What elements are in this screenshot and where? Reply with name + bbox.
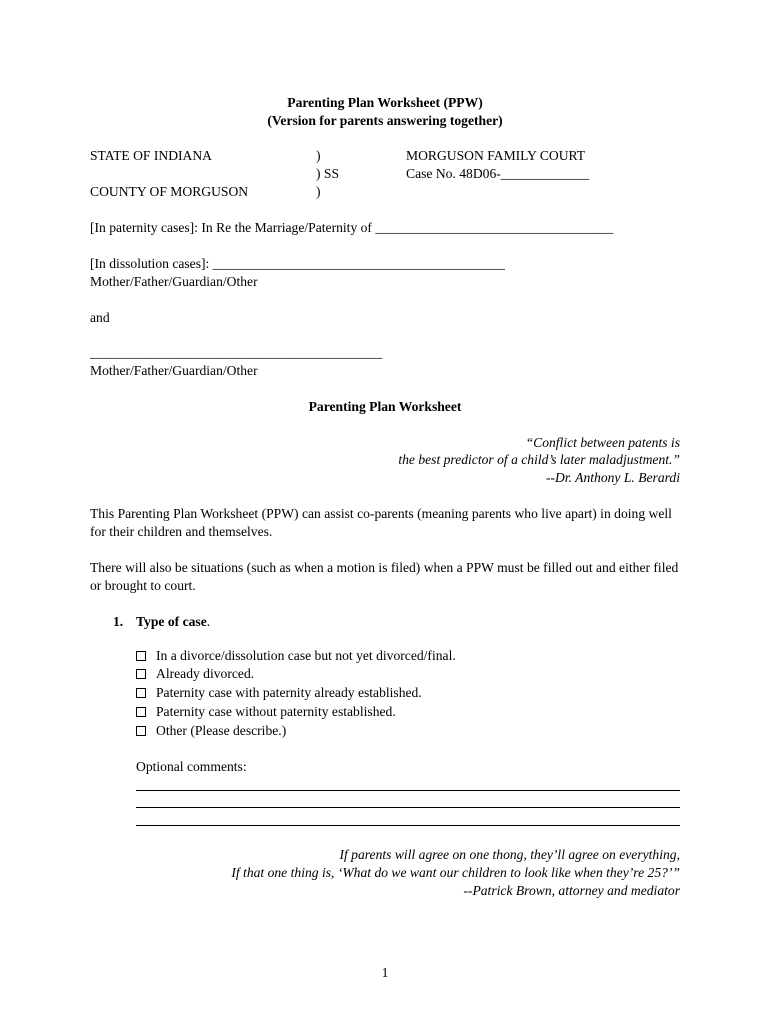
checkbox[interactable] — [136, 688, 146, 698]
option-label: Already divorced. — [156, 666, 255, 681]
quote-1-author: --Dr. Anthony L. Berardi — [545, 470, 680, 485]
checkbox[interactable] — [136, 726, 146, 736]
option-label: In a divorce/dissolution case but not yet divorced/final. — [156, 648, 456, 663]
comment-line-2[interactable] — [136, 807, 680, 808]
party-2-role: Mother/Father/Guardian/Other — [90, 363, 258, 378]
question-1-number: 1. — [113, 614, 124, 629]
document-subtitle: (Version for parents answering together) — [267, 113, 503, 128]
party-1-role: Mother/Father/Guardian/Other — [90, 274, 258, 289]
option-row-3[interactable] — [136, 684, 422, 702]
party-2-blank: ___________________________________________ — [90, 345, 383, 360]
checkbox[interactable] — [136, 669, 146, 679]
dissolution-case-line: [In dissolution cases]: ___________________________________________ — [90, 256, 505, 271]
option-row-2[interactable] — [136, 665, 254, 683]
caption-paren-ss: ) SS — [316, 166, 340, 181]
caption-paren-1: ) — [316, 148, 321, 163]
caption-county: COUNTY OF MORGUSON — [90, 184, 249, 199]
and-text: and — [90, 310, 110, 325]
option-row-4[interactable] — [136, 703, 396, 721]
option-row-5[interactable] — [136, 722, 286, 740]
option-label: Other (Please describe.) — [156, 723, 287, 738]
intro-paragraph-1: This Parenting Plan Worksheet (PPW) can assist co-parents (meaning parents who live apart) in doing well for their children and themselves. — [90, 506, 672, 540]
question-1-period: . — [206, 614, 211, 629]
paternity-case-line: [In paternity cases]: In Re the Marriage/Paternity of ___________________________________ — [90, 220, 614, 235]
quote-1-line-2: the best predictor of a child’s later maladjustment.” — [398, 452, 680, 467]
question-1-title: Type of case — [136, 614, 207, 629]
question-1-heading — [136, 613, 210, 631]
option-label: Paternity case with paternity already established. — [156, 685, 422, 700]
caption-court: MORGUSON FAMILY COURT — [406, 148, 586, 163]
quote-2-line-1: If parents will agree on one thong, they’ll agree on everything, — [339, 847, 680, 862]
document-title: Parenting Plan Worksheet (PPW) — [287, 95, 483, 110]
checkbox[interactable] — [136, 651, 146, 661]
section-title: Parenting Plan Worksheet — [308, 399, 462, 414]
quote-2-line-2: If that one thing is, ‘What do we want our children to look like when they’re 25?’” — [231, 865, 680, 880]
checkbox[interactable] — [136, 707, 146, 717]
comment-line-3[interactable] — [136, 825, 680, 826]
comment-line-1[interactable] — [136, 790, 680, 791]
page-number: 1 — [381, 965, 389, 980]
optional-comments-label: Optional comments: — [136, 759, 247, 774]
intro-paragraph-2: There will also be situations (such as when a motion is filed) when a PPW must be filled out and either filed or brought to court. — [90, 560, 679, 594]
option-row-1[interactable] — [136, 647, 456, 665]
option-label: Paternity case without paternity established. — [156, 704, 396, 719]
caption-paren-3: ) — [316, 184, 321, 199]
caption-state: STATE OF INDIANA — [90, 148, 213, 163]
caption-case-number: Case No. 48D06-_____________ — [406, 166, 590, 181]
quote-1-line-1: “Conflict between patents is — [525, 435, 680, 450]
quote-2-author: --Patrick Brown, attorney and mediator — [463, 883, 680, 898]
